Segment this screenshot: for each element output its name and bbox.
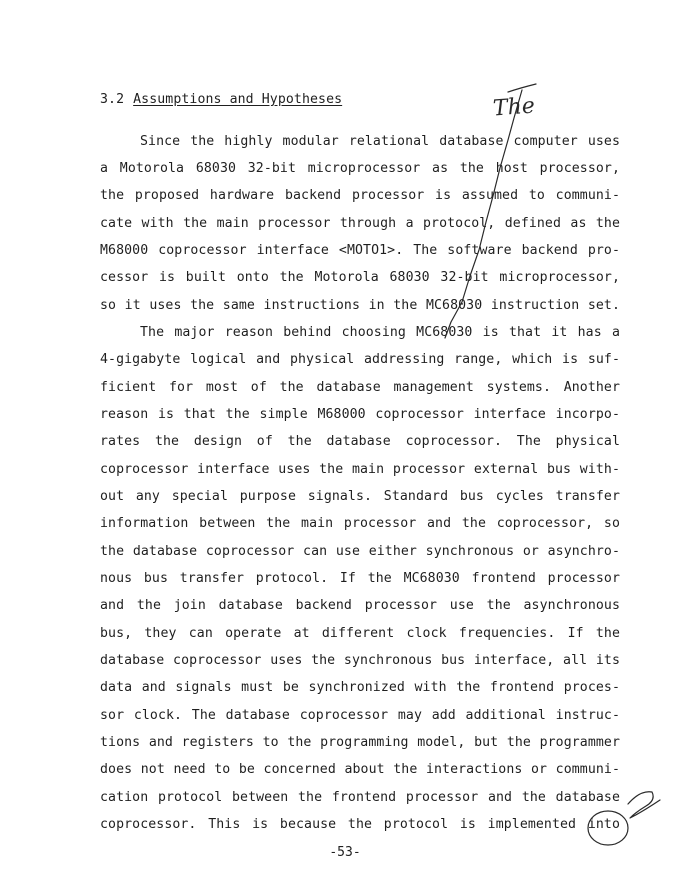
paragraph-2-line-15: sor clock. The database coprocessor may add additional instruc- [100, 708, 620, 723]
paragraph-1-line-5: M68000 coprocessor interface <MOTO1>. The software backend pro- [100, 243, 620, 258]
paragraph-2-line-13: database coprocessor uses the synchronous bus interface, all its [100, 653, 620, 668]
paragraph-2-line-9: the database coprocessor can use either synchronous or asynchro- [100, 544, 620, 559]
paragraph-1-line-3: the proposed hardware backend processor is assumed to communi- [100, 188, 620, 203]
paragraph-2-line-3: ficient for most of the database management systems. Another [100, 380, 620, 395]
paragraph-1-line-7: so it uses the same instructions in the MC68030 instruction set. [100, 298, 620, 313]
paragraph-2-line-5: rates the design of the database coprocessor. The physical [100, 434, 620, 449]
paragraph-2-line-7: out any special purpose signals. Standard bus cycles transfer [100, 489, 620, 504]
paragraph-2-line-2: 4-gigabyte logical and physical addressing range, which is suf- [100, 352, 620, 367]
margin-loop-mark [628, 792, 660, 818]
paragraph-1-line-4: cate with the main processor through a protocol, defined as the [100, 216, 620, 231]
paragraph-1-line-2: a Motorola 68030 32-bit microprocessor as the host processor, [100, 161, 620, 176]
paragraph-2-line-11: and the join database backend processor use the asynchronous [100, 598, 620, 613]
paragraph-2-line-6: coprocessor interface uses the main processor external bus with- [100, 462, 620, 477]
section-title: Assumptions and Hypotheses [133, 92, 343, 107]
paragraph-2-line-16: tions and registers to the programming model, but the programmer [100, 735, 620, 750]
paragraph-2-line-10: nous bus transfer protocol. If the MC68030 frontend processor [100, 571, 620, 586]
paragraph-1-line-1: Since the highly modular relational database computer uses [140, 134, 620, 149]
paragraph-2-line-19: coprocessor. This is because the protocol is implemented into [100, 817, 620, 832]
section-number: 3.2 [100, 92, 125, 107]
page-number: -53- [329, 845, 361, 860]
paragraph-2-line-12: bus, they can operate at different clock frequencies. If the [100, 626, 620, 641]
paragraph-2-line-18: cation protocol between the frontend processor and the database [100, 790, 620, 805]
paragraph-2-line-1: The major reason behind choosing MC68030 is that it has a [140, 325, 620, 340]
paragraph-1-line-6: cessor is built onto the Motorola 68030 32-bit microprocessor, [100, 270, 620, 285]
paragraph-2-line-8: information between the main processor and the coprocessor, so [100, 516, 620, 531]
handwritten-insert-word: The [492, 93, 536, 122]
paragraph-2-line-4: reason is that the simple M68000 coprocessor interface incorpo- [100, 407, 620, 422]
paragraph-2-line-14: data and signals must be synchronized with the frontend proces- [100, 680, 620, 695]
paragraph-2-line-17: does not need to be concerned about the interactions or communi- [100, 762, 620, 777]
insertion-tick [508, 84, 536, 92]
section-heading [100, 92, 342, 107]
